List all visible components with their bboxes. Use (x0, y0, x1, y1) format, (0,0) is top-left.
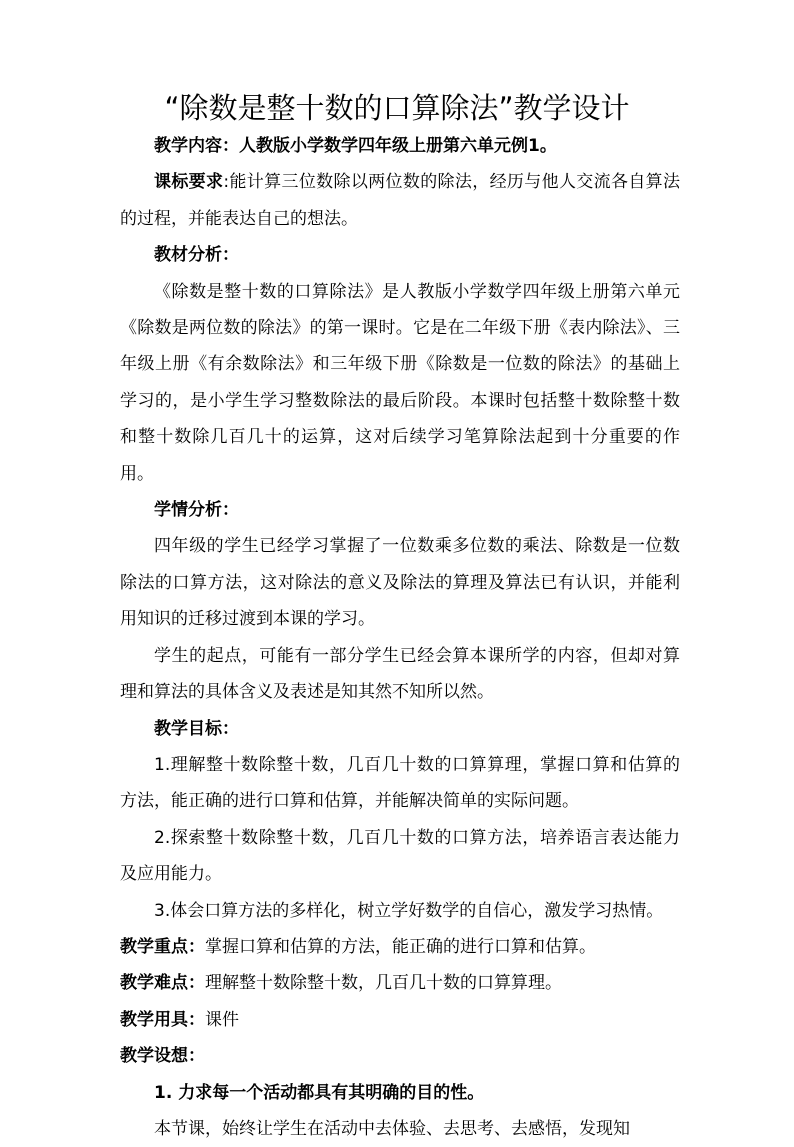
design-heading: 教学设想： (120, 1046, 205, 1067)
tools-text: 课件 (205, 1009, 239, 1030)
key-point-text: 掌握口算和估算的方法，能正确的进行口算和估算。 (205, 936, 596, 957)
objective-item-1: 1.理解整十数除整十数，几百几十数的口算算理，掌握口算和估算的方法，能正确的进行口算和估算，并能解决简单的实际问题。 (120, 754, 680, 812)
tools-label: 教学用具： (120, 1009, 205, 1030)
document-body (120, 128, 680, 1147)
teaching-content-label: 教学内容： (154, 136, 239, 156)
teaching-content-text: 人教版小学数学四年级上册第六单元例1。 (239, 136, 557, 156)
difficulty-text: 理解整十数除整十数，几百几十数的口算算理。 (205, 973, 562, 994)
difficulty-line (120, 965, 680, 1001)
difficulty-label: 教学难点： (120, 973, 205, 994)
teaching-content-line (120, 128, 680, 164)
student-analysis-paragraph-1: 四年级的学生已经学习掌握了一位数乘多位数的乘法、除数是一位数除法的口算方法，这对除法的意义及除法的算理及算法已有认识，并能利用知识的迁移过渡到本课的学习。 (120, 536, 680, 630)
design-paragraph: 本节课，始终让学生在活动中去体验、去思考、去感悟，发现知 (154, 1118, 630, 1139)
textbook-analysis-heading: 教材分析： (154, 245, 239, 266)
key-point-label: 教学重点： (120, 936, 205, 957)
key-point-line (120, 929, 680, 965)
objectives-heading: 教学目标： (154, 718, 239, 739)
tools-line (120, 1002, 680, 1038)
objective-item-3: 3.体会口算方法的多样化，树立学好数学的自信心，激发学习热情。 (154, 900, 664, 921)
textbook-analysis-paragraph: 《除数是整十数的口算除法》是人教版小学数学四年级上册第六单元《除数是两位数的除法》的第一课时。它是在二年级下册《表内除法》、三年级上册《有余数除法》和三年级下册《除数是一位数的除法》的基础上学习的，是小学生学习整数除法的最后阶段。本课时包括整十数除整十数和整十数除几百几十的运算，这对后续学习笔算除法起到十分重要的作用。 (120, 281, 680, 484)
objective-item-2: 2.探索整十数除整十数，几百几十数的口算方法，培养语言表达能力及应用能力。 (120, 827, 680, 885)
curriculum-standard-text: :能计算三位数除以两位数的除法，经历与他人交流各自算法的过程，并能表达自己的想法。 (120, 172, 680, 229)
student-analysis-heading: 学情分析： (154, 500, 239, 521)
student-analysis-paragraph-2: 学生的起点，可能有一部分学生已经会算本课所学的内容，但却对算理和算法的具体含义及表述是知其然不知所以然。 (120, 645, 680, 703)
curriculum-standard-paragraph (120, 164, 680, 237)
curriculum-standard-label: 课标要求 (154, 172, 224, 193)
document-title: “除数是整十数的口算除法”教学设计 (164, 91, 630, 125)
design-point-1: 1. 力求每一个活动都具有其明确的目的性。 (154, 1082, 485, 1103)
